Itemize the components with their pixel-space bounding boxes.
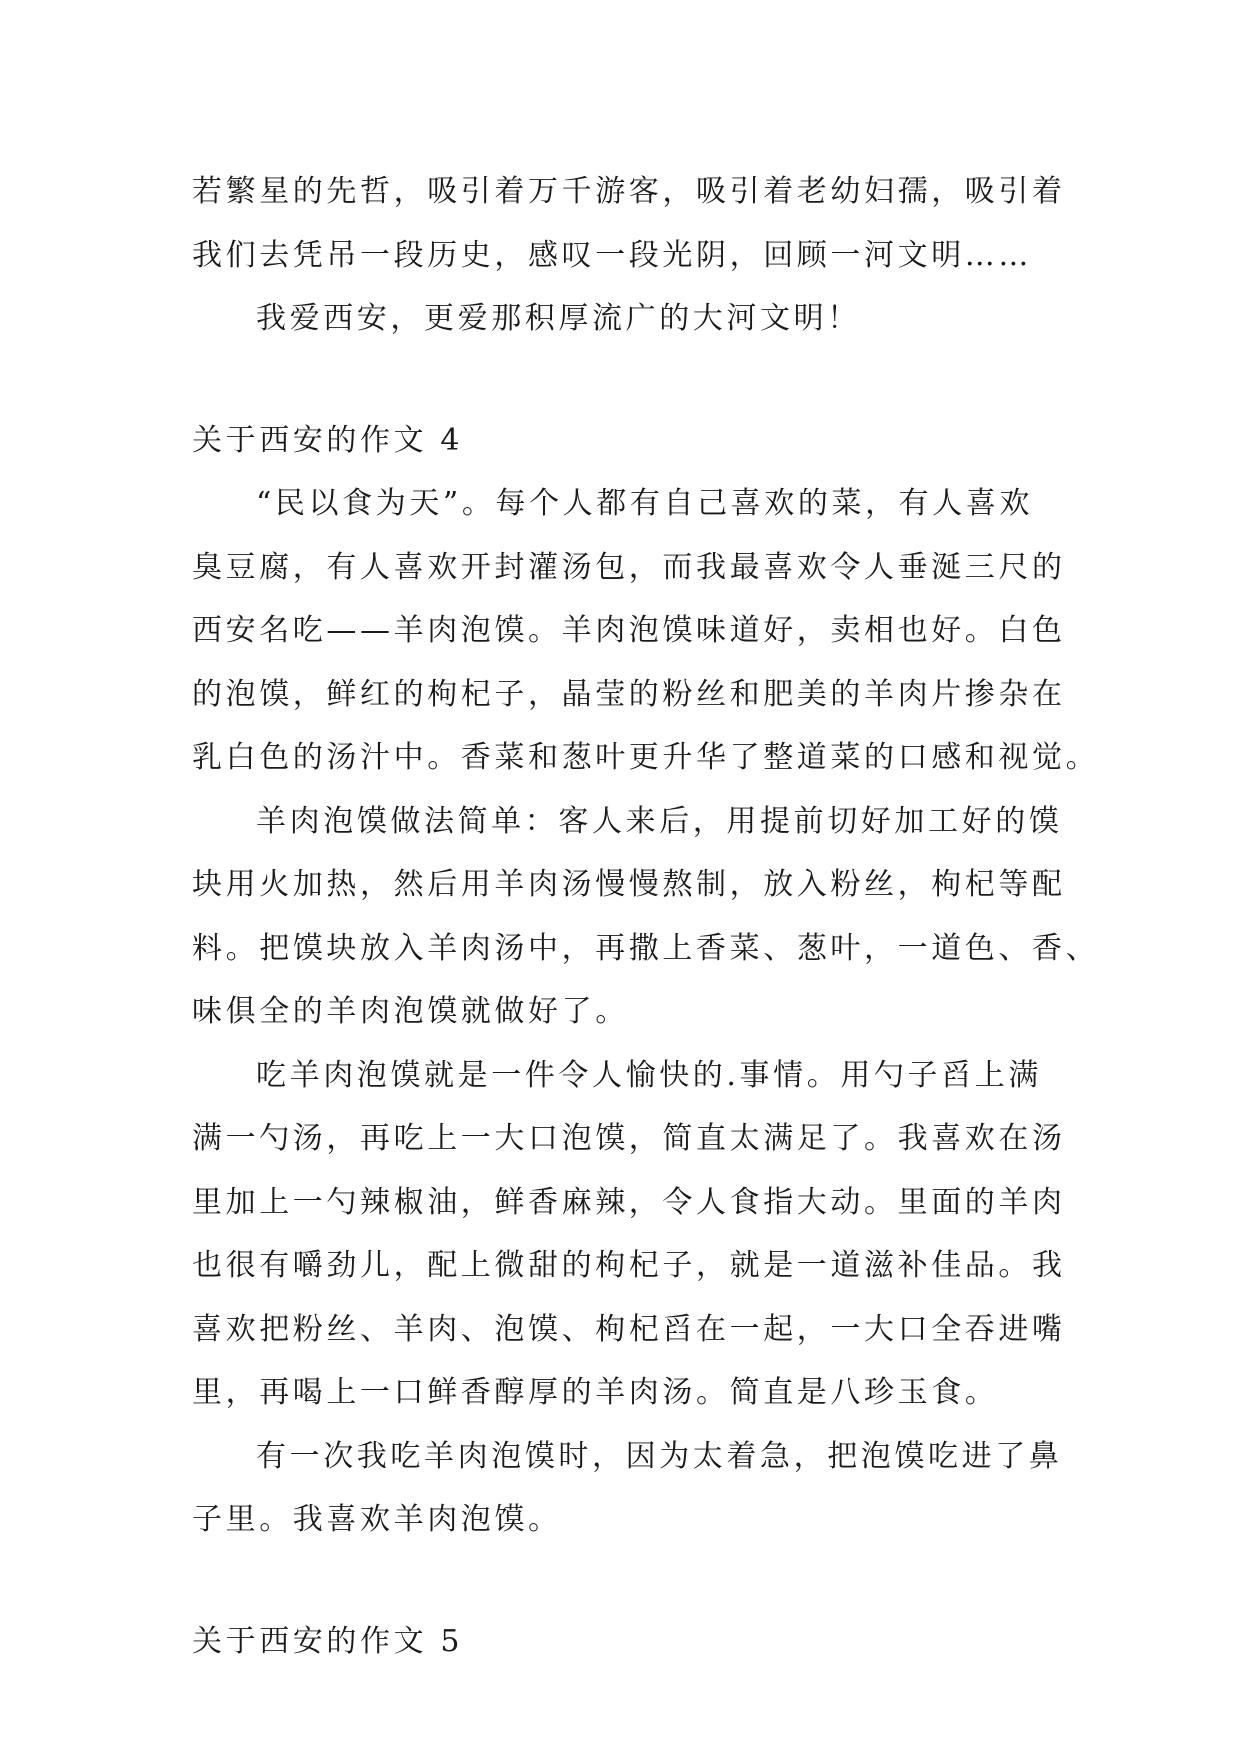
- paragraph: [192, 287, 1060, 351]
- text-line: 羊肉泡馍做法简单：客人来后，用提前切好加工好的馍: [256, 803, 1063, 839]
- section-heading: 关于西安的作文 4: [192, 422, 464, 458]
- paragraph: [192, 1044, 1066, 1425]
- text-line: 臭豆腐，有人喜欢开封灌汤包，而我最喜欢令人垂涎三尺的: [192, 549, 1066, 585]
- section-gap: [192, 1552, 1060, 1610]
- text-line: 我爱西安，更爱那积厚流广的大河文明！: [256, 301, 861, 336]
- text-line: 块用火加热，然后用羊肉汤慢慢熬制，放入粉丝，枸杞等配: [192, 867, 1066, 902]
- text-line: 满一勺汤，再吃上一大口泡馍，简直太满足了。我喜欢在汤: [192, 1121, 1066, 1156]
- text-line: 味俱全的羊肉泡馍就做好了。: [192, 994, 629, 1029]
- document-body: [192, 160, 1100, 1673]
- text-line: 子里。我喜欢羊肉泡馍。: [192, 1502, 562, 1537]
- text-line: 喜欢把粉丝、羊肉、泡馍、枸杞舀在一起，一大口全吞进嘴: [192, 1311, 1066, 1347]
- section-gap: [192, 351, 1060, 409]
- text-line: 里，再喝上一口鲜香醇厚的羊肉汤。简直是八珍玉食。: [192, 1375, 999, 1410]
- text-line: 里加上一勺辣椒油，鲜香麻辣，令人食指大动。里面的羊肉: [192, 1184, 1066, 1220]
- text-line: 有一次我吃羊肉泡馍时，因为太着急，把泡馍吃进了鼻: [256, 1438, 1063, 1474]
- text-line: “民以食为天”。每个人都有自己喜欢的菜，有人喜欢: [256, 486, 1034, 521]
- text-line: 吃羊肉泡馍就是一件令人愉快的.事情。用勺子舀上满: [256, 1057, 1042, 1093]
- text-line: 乳白色的汤汁中。香菜和葱叶更升华了整道菜的口感和视觉。: [192, 740, 1100, 775]
- text-line: 若繁星的先哲，吸引着万千游客，吸引着老幼妇孺，吸引着: [192, 174, 1066, 209]
- text-line: 的泡馍，鲜红的枸杞子，晶莹的粉丝和肥美的羊肉片掺杂在: [192, 676, 1066, 712]
- paragraph: [192, 790, 1100, 1044]
- text-line: 也很有嚼劲儿，配上微甜的枸杞子，就是一道滋补佳品。我: [192, 1248, 1066, 1283]
- text-line: 西安名吃——羊肉泡馍。羊肉泡馍味道好，卖相也好。白色: [192, 613, 1066, 648]
- paragraph: [192, 1425, 1063, 1552]
- paragraph: [192, 472, 1100, 790]
- text-line: 料。把馍块放入羊肉汤中，再撒上香菜、葱叶，一道色、香、: [192, 930, 1100, 966]
- text-line: 我们去凭吊一段历史，感叹一段光阴，回顾一河文明……: [192, 237, 1032, 273]
- paragraph: [192, 160, 1066, 287]
- section-heading: 关于西安的作文 5: [192, 1623, 464, 1659]
